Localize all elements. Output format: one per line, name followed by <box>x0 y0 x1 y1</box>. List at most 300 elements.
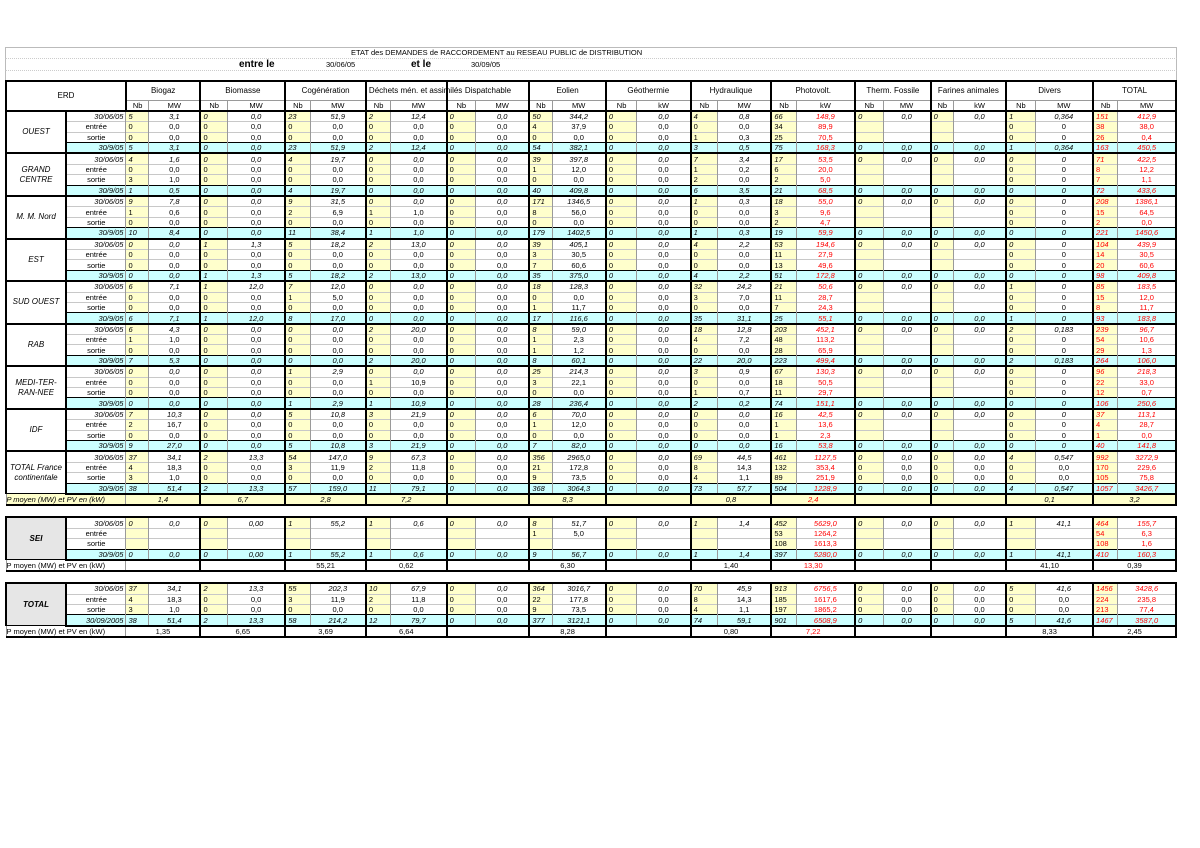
nb-cell: 54 <box>529 143 552 154</box>
value-cell: 1617,6 <box>796 594 855 604</box>
nb-cell: 0 <box>366 345 391 355</box>
value-cell: 0,0 <box>227 153 285 164</box>
nb-cell: 0 <box>200 132 227 142</box>
unit-header: MW <box>391 100 447 111</box>
nb-cell: 3 <box>285 462 310 472</box>
nb-cell <box>931 292 954 302</box>
nb-cell: 197 <box>771 605 796 615</box>
nb-cell: 0 <box>366 302 391 312</box>
nb-cell: 0 <box>931 594 954 604</box>
nb-cell: 0 <box>1006 345 1035 355</box>
nb-cell: 0 <box>1006 388 1035 398</box>
value-cell <box>883 217 931 227</box>
nb-header: Nb <box>1093 100 1118 111</box>
date-to: 30/09/05 <box>471 59 501 69</box>
table-row <box>6 122 1176 132</box>
value-cell: 13,6 <box>796 420 855 430</box>
nb-cell: 4 <box>126 153 149 164</box>
nb-cell: 1 <box>691 517 718 528</box>
group-header-12: TOTAL <box>1093 81 1176 101</box>
nb-cell: 1 <box>1093 430 1118 440</box>
nb-cell: 1 <box>126 185 149 196</box>
nb-cell: 0 <box>855 228 883 239</box>
nb-cell: 0 <box>447 122 476 132</box>
nb-cell: 0 <box>931 451 954 462</box>
value-cell: 0 <box>1035 345 1093 355</box>
table-row <box>6 292 1176 302</box>
p-moyen-value: 3,2 <box>1093 494 1176 505</box>
nb-cell: 0 <box>931 441 954 452</box>
nb-cell: 0 <box>606 388 637 398</box>
value-cell: 0,0 <box>883 324 931 335</box>
value-cell: 0,0 <box>149 430 201 440</box>
nb-cell: 0 <box>126 549 149 560</box>
nb-cell: 0 <box>606 615 637 626</box>
row-label: 30/9/05 <box>66 270 126 281</box>
nb-cell: 4 <box>691 111 718 122</box>
value-cell: 0,0 <box>637 122 691 132</box>
table-row <box>6 196 1176 207</box>
table-row <box>6 473 1176 483</box>
nb-cell: 54 <box>285 451 310 462</box>
value-cell: 1386,1 <box>1118 196 1176 207</box>
nb-cell: 0 <box>447 249 476 259</box>
nb-cell: 11 <box>771 249 796 259</box>
nb-cell: 7 <box>529 260 552 270</box>
value-cell: 0,547 <box>1035 483 1093 494</box>
value-cell: 11,8 <box>391 594 447 604</box>
value-cell <box>953 175 1006 185</box>
value-cell: 0,0 <box>637 239 691 250</box>
nb-cell: 3 <box>529 377 552 387</box>
nb-cell: 2 <box>285 207 310 217</box>
nb-cell: 4 <box>691 605 718 615</box>
and-label: et le <box>411 58 432 70</box>
value-cell: 16,7 <box>149 420 201 430</box>
value-cell: 12,8 <box>718 324 772 335</box>
table-row <box>6 270 1176 281</box>
row-label: 30/06/05 <box>66 153 126 164</box>
nb-cell: 0 <box>285 302 310 312</box>
nb-cell: 0 <box>200 228 227 239</box>
value-cell: 1,0 <box>391 228 447 239</box>
region-name: TOTAL France continentale <box>6 451 66 494</box>
nb-cell <box>931 122 954 132</box>
value-cell: 0,0 <box>953 594 1006 604</box>
nb-cell: 9 <box>366 451 391 462</box>
nb-cell: 0 <box>126 430 149 440</box>
nb-cell: 1 <box>366 207 391 217</box>
value-cell: 0,0 <box>227 196 285 207</box>
value-cell: 0,0 <box>227 302 285 312</box>
nb-cell <box>285 539 310 549</box>
nb-cell: 7 <box>771 302 796 312</box>
nb-cell: 0 <box>447 583 476 594</box>
value-cell <box>310 528 366 538</box>
nb-cell: 0 <box>447 292 476 302</box>
value-cell: 4,3 <box>149 324 201 335</box>
value-cell: 0 <box>1035 175 1093 185</box>
value-cell <box>883 260 931 270</box>
nb-cell: 0 <box>366 185 391 196</box>
nb-header: Nb <box>200 100 227 111</box>
nb-cell: 1057 <box>1093 483 1118 494</box>
value-cell: 0 <box>1035 335 1093 345</box>
nb-cell: 3 <box>126 605 149 615</box>
nb-cell <box>931 539 954 549</box>
nb-cell: 4 <box>691 239 718 250</box>
nb-cell: 13 <box>771 260 796 270</box>
value-cell: 0,0 <box>149 292 201 302</box>
nb-cell: 0 <box>931 398 954 409</box>
nb-cell: 1 <box>691 196 718 207</box>
value-cell: 0,0 <box>1035 605 1093 615</box>
nb-cell: 0 <box>691 441 718 452</box>
value-cell: 1,6 <box>1118 539 1176 549</box>
value-cell: 27,0 <box>149 441 201 452</box>
nb-cell: 16 <box>771 441 796 452</box>
p-moyen-value: 8,3 <box>529 494 606 505</box>
value-cell: 0,0 <box>149 302 201 312</box>
p-moyen-row <box>6 626 1176 637</box>
value-cell: 0 <box>1035 239 1093 250</box>
nb-cell: 0 <box>606 441 637 452</box>
nb-cell: 461 <box>771 451 796 462</box>
nb-cell: 20 <box>1093 260 1118 270</box>
value-cell: 0,0 <box>883 517 931 528</box>
nb-cell: 5 <box>285 270 310 281</box>
nb-cell: 0 <box>366 335 391 345</box>
nb-cell: 1 <box>1006 517 1035 528</box>
nb-cell: 0 <box>1006 207 1035 217</box>
value-cell: 0,0 <box>637 388 691 398</box>
value-cell: 7,8 <box>149 196 201 207</box>
nb-cell: 4 <box>1093 420 1118 430</box>
nb-cell: 0 <box>606 143 637 154</box>
nb-header: Nb <box>931 100 954 111</box>
value-cell <box>953 207 1006 217</box>
value-cell: 0,0 <box>476 451 530 462</box>
p-moyen-value: 0,8 <box>691 494 772 505</box>
value-cell: 0,0 <box>476 473 530 483</box>
nb-cell: 0 <box>366 473 391 483</box>
value-cell: 0,0 <box>718 217 772 227</box>
data-table <box>5 80 1177 639</box>
nb-cell: 28 <box>529 398 552 409</box>
nb-cell: 0 <box>200 196 227 207</box>
nb-cell: 0 <box>529 292 552 302</box>
value-cell: 18,3 <box>149 594 201 604</box>
nb-cell: 0 <box>1006 153 1035 164</box>
nb-cell: 0 <box>200 153 227 164</box>
nb-cell: 1 <box>691 164 718 174</box>
nb-cell: 0 <box>691 249 718 259</box>
nb-cell: 37 <box>126 451 149 462</box>
nb-cell: 0 <box>1006 335 1035 345</box>
value-cell: 30,5 <box>552 249 606 259</box>
value-cell: 0,0 <box>476 377 530 387</box>
nb-header: Nb <box>771 100 796 111</box>
nb-cell: 4 <box>285 153 310 164</box>
table-row <box>6 517 1176 528</box>
value-cell: 3121,1 <box>552 615 606 626</box>
nb-cell: 0 <box>447 313 476 324</box>
nb-cell: 4 <box>126 594 149 604</box>
p-moyen-value: 1,35 <box>126 626 200 637</box>
value-cell: 0,0 <box>1035 594 1093 604</box>
nb-cell: 0 <box>126 122 149 132</box>
nb-cell: 0 <box>1006 122 1035 132</box>
value-cell: 70,0 <box>552 409 606 420</box>
value-cell: 0 <box>1035 377 1093 387</box>
value-cell: 18,3 <box>149 462 201 472</box>
nb-cell: 0 <box>200 249 227 259</box>
value-cell: 41,6 <box>1035 615 1093 626</box>
nb-cell: 25 <box>529 366 552 377</box>
nb-cell <box>366 539 391 549</box>
nb-cell: 0 <box>1006 441 1035 452</box>
nb-cell: 0 <box>931 313 954 324</box>
nb-cell: 0 <box>855 594 883 604</box>
nb-cell: 0 <box>931 281 954 292</box>
value-cell: 11,7 <box>552 302 606 312</box>
nb-cell: 504 <box>771 483 796 494</box>
nb-cell: 0 <box>126 302 149 312</box>
nb-cell: 0 <box>447 388 476 398</box>
nb-cell: 0 <box>200 388 227 398</box>
p-moyen-value: 2,45 <box>1093 626 1176 637</box>
value-cell: 0,0 <box>476 249 530 259</box>
value-cell: 0,5 <box>718 143 772 154</box>
value-cell: 1,2 <box>552 345 606 355</box>
value-cell <box>953 430 1006 440</box>
value-cell <box>883 207 931 217</box>
nb-cell: 35 <box>529 270 552 281</box>
nb-cell: 0 <box>200 462 227 472</box>
nb-cell: 0 <box>447 185 476 196</box>
unit-header-row <box>6 100 1176 111</box>
value-cell: 14,3 <box>718 594 772 604</box>
value-cell: 0,0 <box>391 260 447 270</box>
nb-cell: 0 <box>931 185 954 196</box>
nb-cell: 0 <box>931 473 954 483</box>
group-header-11: Divers <box>1006 81 1093 101</box>
table-row <box>6 483 1176 494</box>
nb-cell: 0 <box>691 122 718 132</box>
value-cell: 0,0 <box>149 345 201 355</box>
value-cell: 0,0 <box>476 313 530 324</box>
value-cell: 2,9 <box>310 398 366 409</box>
nb-cell: 377 <box>529 615 552 626</box>
nb-cell: 3 <box>366 409 391 420</box>
value-cell: 55,1 <box>796 313 855 324</box>
row-label: sortie <box>66 388 126 398</box>
nb-cell: 0 <box>931 111 954 122</box>
nb-cell: 1 <box>529 528 552 538</box>
value-cell: 0,0 <box>883 196 931 207</box>
value-cell <box>953 122 1006 132</box>
nb-cell: 21 <box>529 462 552 472</box>
value-cell: 13,0 <box>391 239 447 250</box>
nb-cell: 0 <box>285 164 310 174</box>
p-moyen-value: 8,28 <box>529 626 606 637</box>
value-cell: 89,9 <box>796 122 855 132</box>
value-cell: 12,0 <box>552 420 606 430</box>
nb-cell: 55 <box>285 583 310 594</box>
nb-cell: 1 <box>285 517 310 528</box>
nb-cell <box>691 539 718 549</box>
value-cell: 0,0 <box>637 228 691 239</box>
nb-cell: 10 <box>366 583 391 594</box>
nb-cell: 224 <box>1093 594 1118 604</box>
nb-cell: 0 <box>931 549 954 560</box>
value-cell: 19,7 <box>310 153 366 164</box>
nb-cell: 0 <box>447 366 476 377</box>
value-cell: 0,0 <box>227 462 285 472</box>
value-cell: 0,0 <box>227 441 285 452</box>
nb-cell: 410 <box>1093 549 1118 560</box>
nb-cell <box>366 528 391 538</box>
nb-cell: 0 <box>447 207 476 217</box>
nb-cell: 913 <box>771 583 796 594</box>
table-row <box>6 185 1176 196</box>
row-label: 30/06/05 <box>66 239 126 250</box>
nb-cell: 0 <box>1006 473 1035 483</box>
value-cell: 5,0 <box>552 528 606 538</box>
value-cell: 7,1 <box>149 281 201 292</box>
row-label: sortie <box>66 302 126 312</box>
value-cell: 55,0 <box>796 196 855 207</box>
value-cell: 0,0 <box>552 292 606 302</box>
nb-cell: 0 <box>691 345 718 355</box>
nb-cell: 3 <box>529 249 552 259</box>
row-label: sortie <box>66 430 126 440</box>
nb-cell: 1 <box>529 420 552 430</box>
value-cell: 5,3 <box>149 355 201 366</box>
nb-cell: 1 <box>366 377 391 387</box>
nb-cell: 0 <box>931 270 954 281</box>
p-moyen-value: 8,33 <box>1006 626 1093 637</box>
value-cell <box>227 539 285 549</box>
nb-cell: 0 <box>447 615 476 626</box>
nb-cell: 2 <box>200 615 227 626</box>
value-cell <box>953 217 1006 227</box>
nb-cell: 57 <box>285 483 310 494</box>
nb-cell: 0 <box>931 153 954 164</box>
nb-cell <box>855 292 883 302</box>
value-cell: 0,0 <box>953 473 1006 483</box>
value-cell: 6756,5 <box>796 583 855 594</box>
nb-cell <box>606 539 637 549</box>
nb-cell: 0 <box>1006 249 1035 259</box>
p-moyen-value <box>126 560 200 571</box>
region-name: TOTAL <box>6 583 66 626</box>
nb-cell: 0 <box>606 164 637 174</box>
nb-cell: 0 <box>126 388 149 398</box>
row-label: 30/06/05 <box>66 281 126 292</box>
nb-cell: 0 <box>285 324 310 335</box>
value-cell: 0,0 <box>310 335 366 345</box>
value-cell: 0,0 <box>953 549 1006 560</box>
value-cell: 0,0 <box>637 430 691 440</box>
value-cell: 0,0 <box>953 185 1006 196</box>
value-cell: 44,5 <box>718 451 772 462</box>
nb-cell: 3 <box>126 175 149 185</box>
nb-cell: 1 <box>771 430 796 440</box>
value-cell: 0,0 <box>476 398 530 409</box>
value-cell: 375,0 <box>552 270 606 281</box>
nb-cell: 0 <box>366 430 391 440</box>
table-row <box>6 164 1176 174</box>
value-cell: 0,0 <box>476 594 530 604</box>
value-cell <box>883 539 931 549</box>
row-label: 30/06/05 <box>66 366 126 377</box>
p-moyen-value <box>855 494 931 505</box>
nb-cell: 6 <box>126 324 149 335</box>
value-cell: 65,9 <box>796 345 855 355</box>
nb-cell: 7 <box>691 153 718 164</box>
nb-cell: 0 <box>931 143 954 154</box>
value-cell: 0 <box>1035 249 1093 259</box>
value-cell: 0,0 <box>227 164 285 174</box>
nb-cell: 0 <box>1006 366 1035 377</box>
nb-cell <box>931 302 954 312</box>
nb-cell: 54 <box>1093 335 1118 345</box>
nb-cell: 0 <box>606 473 637 483</box>
value-cell <box>883 132 931 142</box>
nb-cell: 11 <box>771 388 796 398</box>
value-cell <box>883 249 931 259</box>
nb-cell: 0 <box>931 366 954 377</box>
unit-header: kW <box>796 100 855 111</box>
nb-cell: 0 <box>606 345 637 355</box>
value-cell: 70,5 <box>796 132 855 142</box>
value-cell: 0,0 <box>227 185 285 196</box>
nb-cell: 264 <box>1093 355 1118 366</box>
table-row <box>6 528 1176 538</box>
value-cell: 0,0 <box>149 164 201 174</box>
value-cell: 24,3 <box>796 302 855 312</box>
nb-cell: 0 <box>855 483 883 494</box>
nb-cell: 0 <box>200 345 227 355</box>
nb-header: Nb <box>606 100 637 111</box>
value-cell: 55,2 <box>310 517 366 528</box>
value-cell: 0 <box>1035 132 1093 142</box>
nb-cell: 0 <box>1006 239 1035 250</box>
value-cell: 0,0 <box>953 281 1006 292</box>
nb-cell: 1 <box>285 292 310 302</box>
value-cell <box>953 292 1006 302</box>
nb-cell: 0 <box>1006 302 1035 312</box>
nb-cell: 179 <box>529 228 552 239</box>
nb-cell <box>855 335 883 345</box>
value-cell: 3016,7 <box>552 583 606 594</box>
value-cell: 0,4 <box>1118 132 1176 142</box>
nb-cell: 0 <box>366 217 391 227</box>
nb-cell: 0 <box>529 217 552 227</box>
date-range-line <box>5 58 1177 70</box>
value-cell: 12,0 <box>227 313 285 324</box>
p-moyen-value: 41,10 <box>1006 560 1093 571</box>
nb-cell: 0 <box>855 281 883 292</box>
value-cell: 34,1 <box>149 583 201 594</box>
nb-cell: 0 <box>285 605 310 615</box>
nb-cell: 0 <box>200 355 227 366</box>
nb-cell: 0 <box>1006 420 1035 430</box>
value-cell: 0,0 <box>552 217 606 227</box>
value-cell: 0,0 <box>391 335 447 345</box>
value-cell: 12,2 <box>1118 164 1176 174</box>
